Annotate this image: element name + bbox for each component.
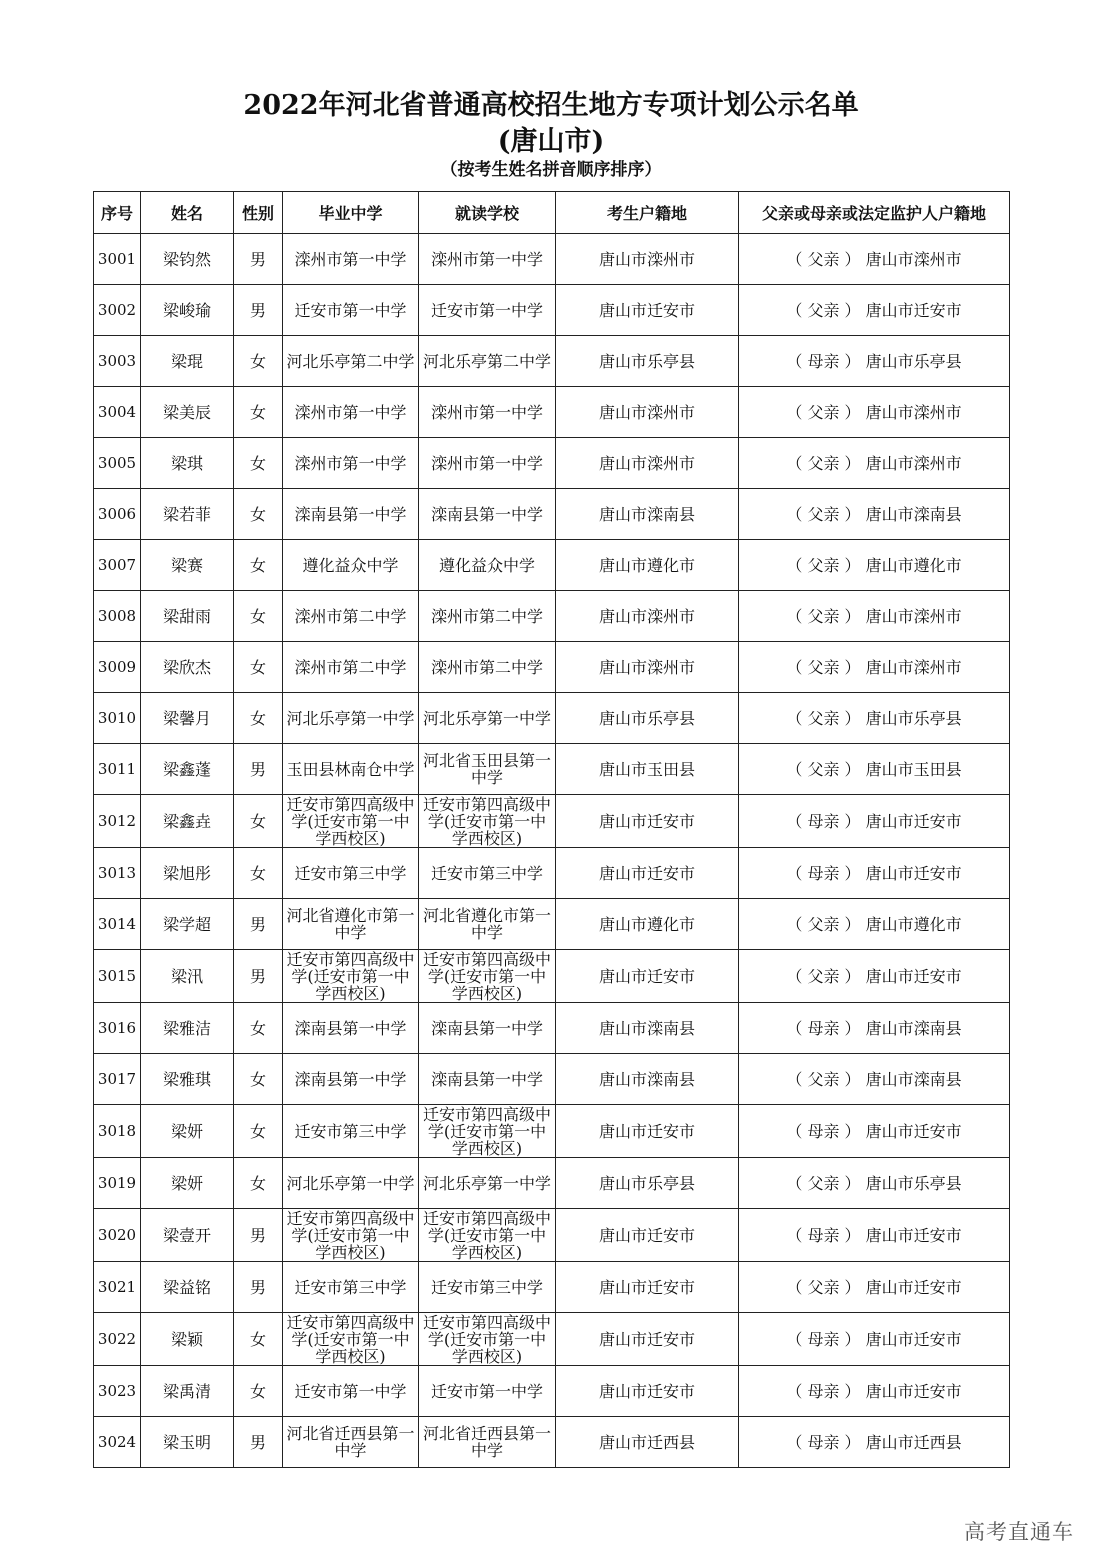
cell-residence: 唐山市迁安市: [556, 1313, 739, 1366]
header-name: 姓名: [141, 192, 234, 234]
cell-grad-school: 迁安市第三中学: [283, 1105, 419, 1158]
cell-name: 梁雅洁: [141, 1003, 234, 1054]
cell-name: 梁旭彤: [141, 848, 234, 899]
cell-grad-school: 迁安市第三中学: [283, 848, 419, 899]
table-body: [94, 234, 1010, 1468]
sort-note: （按考生姓名拼音顺序排序）: [440, 160, 662, 180]
table-row: [94, 336, 1010, 387]
cell-gender: 男: [234, 1262, 283, 1313]
cell-name: 梁妍: [141, 1105, 234, 1158]
cell-current-school: 河北乐亭第一中学: [419, 693, 556, 744]
cell-guardian: （ 父亲 ） 唐山市迁安市: [739, 285, 1010, 336]
cell-name: 梁壹开: [141, 1209, 234, 1262]
cell-name: 梁琪: [141, 438, 234, 489]
cell-guardian: （ 父亲 ） 唐山市迁安市: [739, 950, 1010, 1003]
cell-seq: 3018: [94, 1105, 141, 1158]
cell-grad-school: 滦州市第一中学: [283, 234, 419, 285]
table-row: [94, 234, 1010, 285]
table-row: [94, 285, 1010, 336]
cell-gender: 男: [234, 1417, 283, 1468]
cell-residence: 唐山市遵化市: [556, 899, 739, 950]
cell-guardian: （ 父亲 ） 唐山市滦南县: [739, 1054, 1010, 1105]
cell-seq: 3017: [94, 1054, 141, 1105]
table-row: [94, 1417, 1010, 1468]
cell-residence: 唐山市迁安市: [556, 848, 739, 899]
cell-gender: 女: [234, 540, 283, 591]
cell-guardian: （ 母亲 ） 唐山市迁安市: [739, 795, 1010, 848]
cell-seq: 3001: [94, 234, 141, 285]
cell-residence: 唐山市滦南县: [556, 489, 739, 540]
table-row: [94, 1366, 1010, 1417]
cell-seq: 3006: [94, 489, 141, 540]
cell-name: 梁鑫蓬: [141, 744, 234, 795]
cell-gender: 男: [234, 899, 283, 950]
cell-guardian: （ 母亲 ） 唐山市迁安市: [739, 1209, 1010, 1262]
cell-current-school: 河北乐亭第一中学: [419, 1158, 556, 1209]
header-gender: 性别: [234, 192, 283, 234]
cell-current-school: 滦南县第一中学: [419, 1054, 556, 1105]
cell-guardian: （ 父亲 ） 唐山市迁安市: [739, 1262, 1010, 1313]
table-row: [94, 1054, 1010, 1105]
cell-seq: 3022: [94, 1313, 141, 1366]
cell-guardian: （ 父亲 ） 唐山市滦州市: [739, 387, 1010, 438]
cell-current-school: 迁安市第一中学: [419, 285, 556, 336]
cell-residence: 唐山市迁安市: [556, 1209, 739, 1262]
cell-name: 梁玉明: [141, 1417, 234, 1468]
cell-grad-school: 滦州市第一中学: [283, 438, 419, 489]
table-row: [94, 744, 1010, 795]
cell-grad-school: 迁安市第四高级中学(迁安市第一中学西校区): [283, 795, 419, 848]
table-row: [94, 950, 1010, 1003]
cell-name: 梁馨月: [141, 693, 234, 744]
cell-gender: 女: [234, 1105, 283, 1158]
cell-seq: 3021: [94, 1262, 141, 1313]
table-row: [94, 591, 1010, 642]
page-subtitle: (唐山市): [497, 126, 605, 157]
roster-table: [93, 191, 1010, 1468]
cell-residence: 唐山市滦州市: [556, 642, 739, 693]
cell-residence: 唐山市滦州市: [556, 438, 739, 489]
cell-seq: 3002: [94, 285, 141, 336]
cell-grad-school: 遵化益众中学: [283, 540, 419, 591]
cell-grad-school: 迁安市第四高级中学(迁安市第一中学西校区): [283, 1313, 419, 1366]
table-row: [94, 1158, 1010, 1209]
cell-residence: 唐山市迁西县: [556, 1417, 739, 1468]
cell-residence: 唐山市迁安市: [556, 795, 739, 848]
header-guardian: 父亲或母亲或法定监护人户籍地: [739, 192, 1010, 234]
cell-name: 梁甜雨: [141, 591, 234, 642]
cell-guardian: （ 父亲 ） 唐山市乐亭县: [739, 693, 1010, 744]
table-row: [94, 848, 1010, 899]
cell-gender: 女: [234, 591, 283, 642]
cell-current-school: 河北省遵化市第一中学: [419, 899, 556, 950]
cell-current-school: 迁安市第一中学: [419, 1366, 556, 1417]
cell-residence: 唐山市滦南县: [556, 1054, 739, 1105]
cell-seq: 3004: [94, 387, 141, 438]
cell-grad-school: 河北乐亭第一中学: [283, 1158, 419, 1209]
cell-gender: 女: [234, 1366, 283, 1417]
cell-seq: 3016: [94, 1003, 141, 1054]
cell-name: 梁雅琪: [141, 1054, 234, 1105]
table-row: [94, 1105, 1010, 1158]
cell-gender: 女: [234, 642, 283, 693]
header-grad-school: 毕业中学: [283, 192, 419, 234]
cell-grad-school: 滦州市第二中学: [283, 591, 419, 642]
cell-residence: 唐山市滦州市: [556, 387, 739, 438]
cell-grad-school: 滦州市第二中学: [283, 642, 419, 693]
cell-name: 梁学超: [141, 899, 234, 950]
cell-seq: 3007: [94, 540, 141, 591]
cell-guardian: （ 父亲 ） 唐山市滦南县: [739, 489, 1010, 540]
table-row: [94, 1313, 1010, 1366]
cell-name: 梁琨: [141, 336, 234, 387]
cell-residence: 唐山市乐亭县: [556, 693, 739, 744]
cell-gender: 女: [234, 1158, 283, 1209]
cell-current-school: 滦州市第二中学: [419, 642, 556, 693]
cell-grad-school: 滦南县第一中学: [283, 1003, 419, 1054]
watermark-text: 高考直通车: [964, 1520, 1074, 1544]
cell-guardian: （ 母亲 ） 唐山市迁西县: [739, 1417, 1010, 1468]
cell-gender: 男: [234, 234, 283, 285]
cell-seq: 3019: [94, 1158, 141, 1209]
cell-residence: 唐山市滦南县: [556, 1003, 739, 1054]
cell-residence: 唐山市遵化市: [556, 540, 739, 591]
cell-current-school: 滦南县第一中学: [419, 489, 556, 540]
cell-guardian: （ 母亲 ） 唐山市乐亭县: [739, 336, 1010, 387]
cell-gender: 女: [234, 387, 283, 438]
cell-grad-school: 迁安市第四高级中学(迁安市第一中学西校区): [283, 1209, 419, 1262]
cell-current-school: 滦州市第二中学: [419, 591, 556, 642]
cell-guardian: （ 父亲 ） 唐山市遵化市: [739, 899, 1010, 950]
cell-name: 梁峻瑜: [141, 285, 234, 336]
cell-residence: 唐山市乐亭县: [556, 1158, 739, 1209]
cell-name: 梁鑫垚: [141, 795, 234, 848]
cell-name: 梁钧然: [141, 234, 234, 285]
cell-seq: 3015: [94, 950, 141, 1003]
cell-seq: 3003: [94, 336, 141, 387]
cell-current-school: 河北省玉田县第一中学: [419, 744, 556, 795]
cell-seq: 3012: [94, 795, 141, 848]
cell-name: 梁欣杰: [141, 642, 234, 693]
cell-residence: 唐山市迁安市: [556, 285, 739, 336]
cell-name: 梁益铭: [141, 1262, 234, 1313]
cell-gender: 男: [234, 1209, 283, 1262]
cell-gender: 男: [234, 744, 283, 795]
cell-current-school: 河北乐亭第二中学: [419, 336, 556, 387]
cell-current-school: 迁安市第四高级中学(迁安市第一中学西校区): [419, 1313, 556, 1366]
cell-current-school: 迁安市第四高级中学(迁安市第一中学西校区): [419, 1209, 556, 1262]
table-row: [94, 438, 1010, 489]
cell-gender: 女: [234, 795, 283, 848]
cell-current-school: 滦南县第一中学: [419, 1003, 556, 1054]
cell-grad-school: 滦南县第一中学: [283, 1054, 419, 1105]
cell-grad-school: 迁安市第四高级中学(迁安市第一中学西校区): [283, 950, 419, 1003]
cell-current-school: 滦州市第一中学: [419, 387, 556, 438]
table-row: [94, 489, 1010, 540]
cell-guardian: （ 父亲 ） 唐山市遵化市: [739, 540, 1010, 591]
table-header: [94, 192, 1010, 234]
cell-seq: 3024: [94, 1417, 141, 1468]
cell-gender: 女: [234, 1313, 283, 1366]
cell-guardian: （ 父亲 ） 唐山市滦州市: [739, 591, 1010, 642]
cell-current-school: 遵化益众中学: [419, 540, 556, 591]
cell-name: 梁美辰: [141, 387, 234, 438]
cell-guardian: （ 父亲 ） 唐山市乐亭县: [739, 1158, 1010, 1209]
page-title: 2022年河北省普通高校招生地方专项计划公示名单: [243, 90, 859, 121]
table-row: [94, 387, 1010, 438]
cell-guardian: （ 母亲 ） 唐山市滦南县: [739, 1003, 1010, 1054]
header-row: [94, 192, 1010, 234]
cell-residence: 唐山市滦州市: [556, 234, 739, 285]
cell-guardian: （ 母亲 ） 唐山市迁安市: [739, 1313, 1010, 1366]
cell-grad-school: 河北乐亭第一中学: [283, 693, 419, 744]
cell-current-school: 迁安市第四高级中学(迁安市第一中学西校区): [419, 795, 556, 848]
cell-residence: 唐山市迁安市: [556, 1262, 739, 1313]
cell-name: 梁颖: [141, 1313, 234, 1366]
cell-current-school: 迁安市第四高级中学(迁安市第一中学西校区): [419, 1105, 556, 1158]
cell-grad-school: 迁安市第一中学: [283, 285, 419, 336]
cell-grad-school: 迁安市第三中学: [283, 1262, 419, 1313]
cell-guardian: （ 母亲 ） 唐山市迁安市: [739, 1366, 1010, 1417]
cell-residence: 唐山市迁安市: [556, 1105, 739, 1158]
cell-gender: 女: [234, 438, 283, 489]
cell-current-school: 迁安市第四高级中学(迁安市第一中学西校区): [419, 950, 556, 1003]
cell-name: 梁若菲: [141, 489, 234, 540]
cell-seq: 3023: [94, 1366, 141, 1417]
table-row: [94, 1209, 1010, 1262]
header-current-school: 就读学校: [419, 192, 556, 234]
cell-guardian: （ 父亲 ） 唐山市滦州市: [739, 642, 1010, 693]
table-row: [94, 1003, 1010, 1054]
cell-current-school: 滦州市第一中学: [419, 438, 556, 489]
cell-gender: 女: [234, 693, 283, 744]
table-row: [94, 540, 1010, 591]
cell-gender: 女: [234, 848, 283, 899]
cell-residence: 唐山市乐亭县: [556, 336, 739, 387]
cell-seq: 3014: [94, 899, 141, 950]
cell-gender: 女: [234, 1003, 283, 1054]
cell-seq: 3010: [94, 693, 141, 744]
cell-grad-school: 滦南县第一中学: [283, 489, 419, 540]
cell-guardian: （ 父亲 ） 唐山市滦州市: [739, 234, 1010, 285]
cell-seq: 3020: [94, 1209, 141, 1262]
cell-seq: 3008: [94, 591, 141, 642]
cell-seq: 3009: [94, 642, 141, 693]
cell-name: 梁禹清: [141, 1366, 234, 1417]
cell-gender: 男: [234, 285, 283, 336]
cell-grad-school: 滦州市第一中学: [283, 387, 419, 438]
cell-grad-school: 河北乐亭第二中学: [283, 336, 419, 387]
cell-current-school: 河北省迁西县第一中学: [419, 1417, 556, 1468]
cell-guardian: （ 父亲 ） 唐山市玉田县: [739, 744, 1010, 795]
header-residence: 考生户籍地: [556, 192, 739, 234]
cell-residence: 唐山市迁安市: [556, 1366, 739, 1417]
cell-grad-school: 河北省遵化市第一中学: [283, 899, 419, 950]
cell-name: 梁妍: [141, 1158, 234, 1209]
cell-gender: 女: [234, 336, 283, 387]
cell-gender: 女: [234, 1054, 283, 1105]
cell-grad-school: 迁安市第一中学: [283, 1366, 419, 1417]
cell-name: 梁赛: [141, 540, 234, 591]
cell-gender: 男: [234, 950, 283, 1003]
table-row: [94, 693, 1010, 744]
cell-guardian: （ 母亲 ） 唐山市迁安市: [739, 848, 1010, 899]
cell-residence: 唐山市迁安市: [556, 950, 739, 1003]
cell-current-school: 迁安市第三中学: [419, 848, 556, 899]
cell-name: 梁汛: [141, 950, 234, 1003]
cell-residence: 唐山市滦州市: [556, 591, 739, 642]
header-seq: 序号: [94, 192, 141, 234]
cell-seq: 3013: [94, 848, 141, 899]
cell-current-school: 迁安市第三中学: [419, 1262, 556, 1313]
cell-grad-school: 玉田县林南仓中学: [283, 744, 419, 795]
cell-guardian: （ 父亲 ） 唐山市滦州市: [739, 438, 1010, 489]
cell-residence: 唐山市玉田县: [556, 744, 739, 795]
table-row: [94, 795, 1010, 848]
cell-guardian: （ 母亲 ） 唐山市迁安市: [739, 1105, 1010, 1158]
cell-seq: 3005: [94, 438, 141, 489]
table-row: [94, 899, 1010, 950]
cell-gender: 女: [234, 489, 283, 540]
cell-current-school: 滦州市第一中学: [419, 234, 556, 285]
table-row: [94, 1262, 1010, 1313]
cell-grad-school: 河北省迁西县第一中学: [283, 1417, 419, 1468]
cell-seq: 3011: [94, 744, 141, 795]
table-row: [94, 642, 1010, 693]
